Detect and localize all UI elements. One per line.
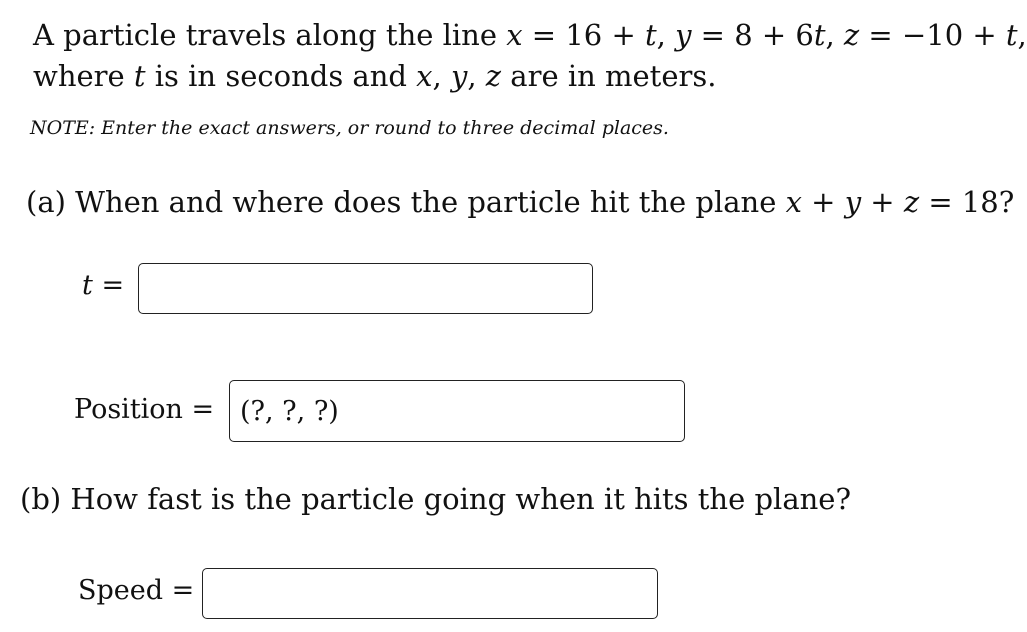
t-label: t = xyxy=(82,270,125,301)
problem-statement-line1: A particle travels along the line x = 16 + t, y = 8 + 6t, z = −10 + t, xyxy=(33,18,1027,52)
part-b-question: (b) How fast is the particle going when it hits the plane? xyxy=(20,482,852,516)
t-answer-input[interactable] xyxy=(138,263,593,314)
speed-answer-input[interactable] xyxy=(202,568,658,619)
problem-statement-line2: where t is in seconds and x, y, z are in meters. xyxy=(33,59,717,93)
position-answer-input[interactable] xyxy=(229,380,685,442)
part-a-question: (a) When and where does the particle hit the plane x + y + z = 18? xyxy=(26,185,1015,219)
speed-label: Speed = xyxy=(78,575,195,606)
position-label: Position = xyxy=(74,394,215,425)
rounding-note: NOTE: Enter the exact answers, or round to three decimal places. xyxy=(30,117,669,139)
